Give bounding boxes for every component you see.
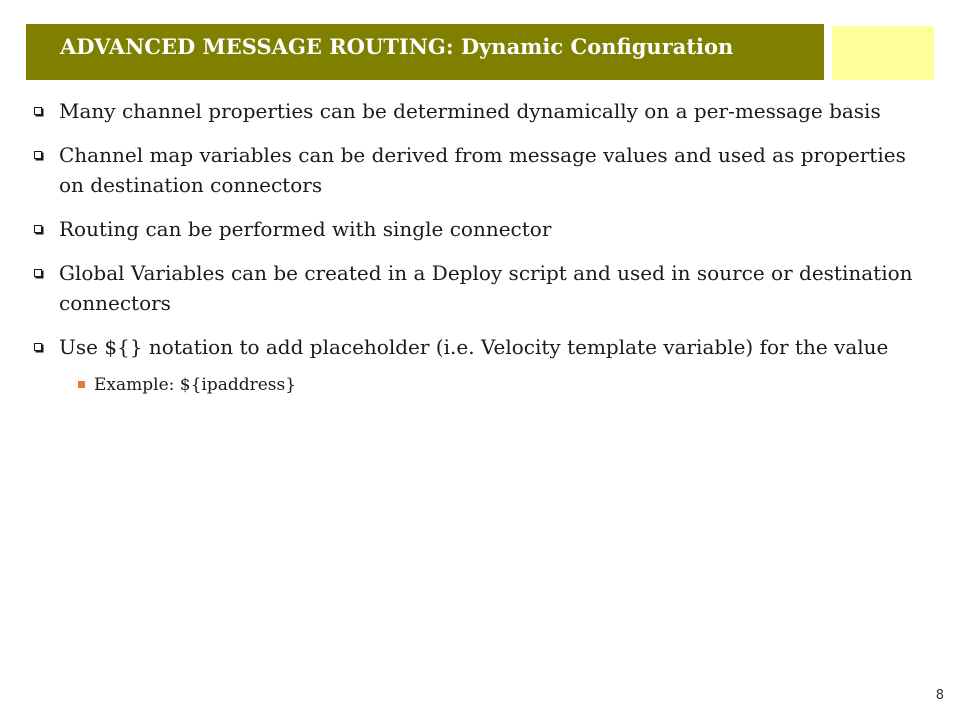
bullet-item — [34, 332, 914, 362]
filled-square-bullet-icon — [78, 381, 85, 388]
accent-box — [832, 26, 934, 80]
square-bullet-icon — [34, 225, 42, 233]
square-bullet-icon — [34, 151, 42, 159]
title-bar — [26, 24, 824, 80]
page-number: 8 — [935, 688, 944, 703]
slide-content — [34, 96, 914, 398]
bullet-text: Channel map variables can be derived from message values and used as properties on destination connectors — [59, 143, 906, 197]
bullet-item — [34, 258, 914, 318]
bullet-text: Many channel properties can be determined dynamically on a per-message basis — [59, 99, 881, 123]
bullet-item — [34, 140, 914, 200]
bullet-text: Routing can be performed with single connector — [59, 217, 552, 241]
sub-bullet-item — [34, 372, 914, 398]
bullet-text: Global Variables can be created in a Deploy script and used in source or destination connectors — [59, 261, 913, 315]
sub-bullet-text: Example: ${ipaddress} — [94, 375, 297, 395]
square-bullet-icon — [34, 343, 42, 351]
square-bullet-icon — [34, 107, 42, 115]
bullet-text: Use ${} notation to add placeholder (i.e. Velocity template variable) for the value — [59, 335, 889, 359]
bullet-item — [34, 214, 914, 244]
bullet-item — [34, 96, 914, 126]
square-bullet-icon — [34, 269, 42, 277]
slide-title: ADVANCED MESSAGE ROUTING: Dynamic Configuration — [60, 34, 734, 59]
